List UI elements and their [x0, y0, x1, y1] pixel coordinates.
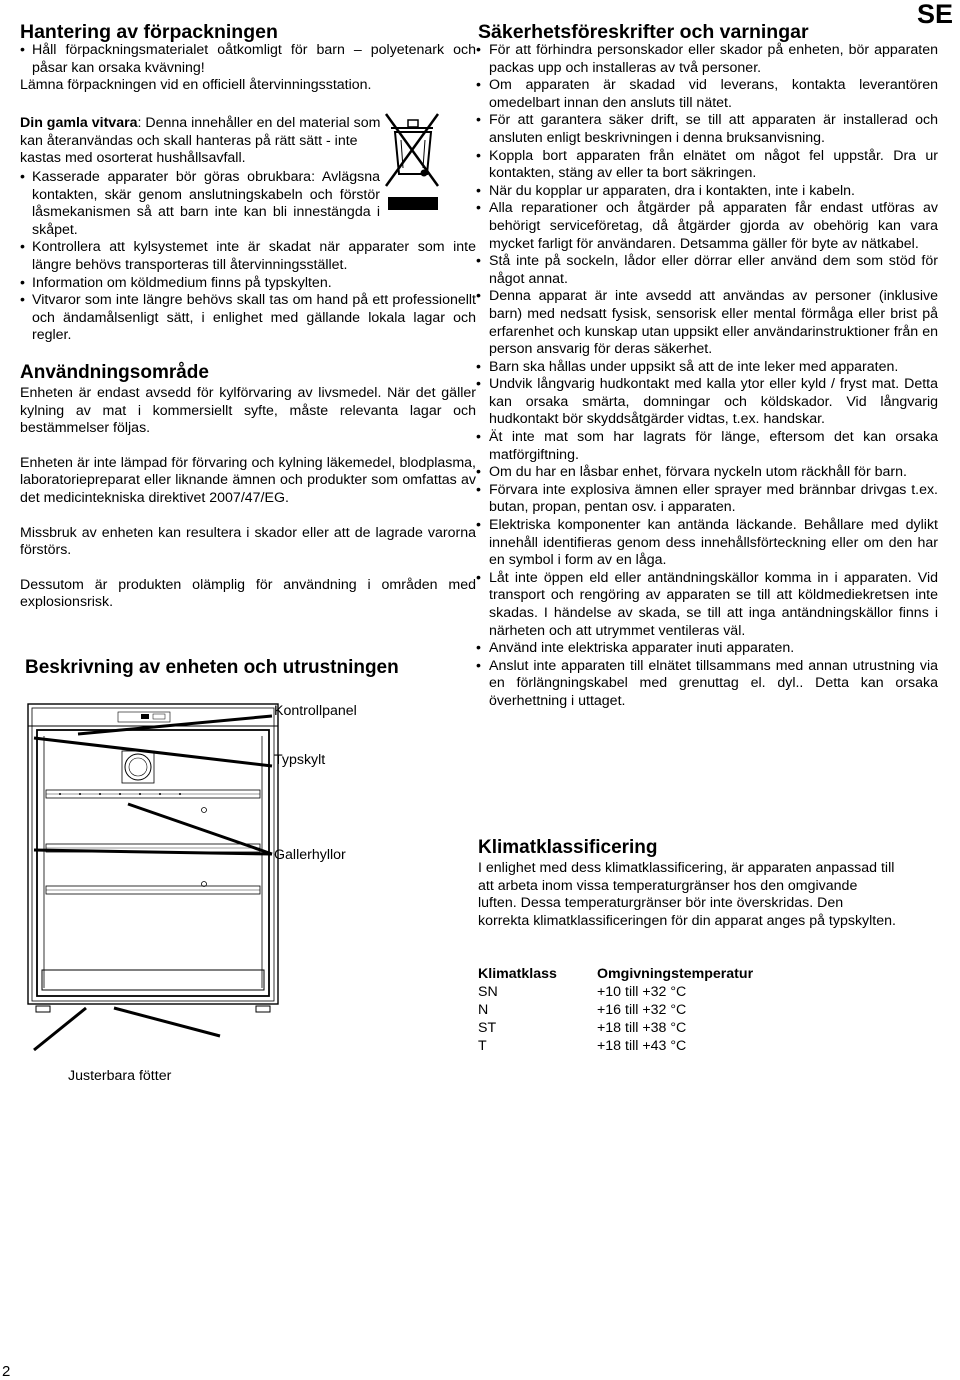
usage-paragraph: Enheten är endast avsedd för kylförvaring av livsmedel. När det gäller kylning av mat i kommersiellt syfte, måste relevanta lagar och bestämmelser följas.	[20, 385, 476, 437]
list-item: • Ät inte mat som har lagrats för länge, eftersom det kan orsaka matförgiftning.	[476, 429, 938, 464]
old-appliance-label: Din gamla vitvara	[20, 115, 138, 131]
disposal-list	[20, 169, 476, 345]
list-item: • För att garantera säker drift, se till att apparaten är installerad och ansluten enligt beskrivningen i denna bruksanvisning.	[476, 112, 938, 147]
safety-list	[476, 42, 938, 711]
list-item: • Om du har en låsbar enhet, förvara nyckeln utom räckhåll för barn.	[476, 464, 938, 482]
disposal-section	[20, 169, 476, 345]
temperature-cell: +16 till +32 °C	[597, 1002, 687, 1018]
list-item: • Barn ska hållas under uppsikt så att de inte leker med apparaten.	[476, 359, 938, 377]
column-header: Omgivningstemperatur	[597, 966, 754, 982]
list-item: • Koppla bort apparaten från elnätet om något fel uppstår. Dra ur kontakten, stäng av eller ta bort säkringen.	[476, 148, 938, 183]
list-item: • Elektriska komponenter kan antända läckande. Behållare med dylikt innehåll identifieras genom dess innehållsförteckning eller om den har en symbol i form av en låga.	[476, 517, 938, 570]
temperature-cell: +18 till +38 °C	[597, 1020, 687, 1036]
list-item: • Stå inte på sockeln, lådor eller dörrar eller använd dem som stöd för något annat.	[476, 253, 938, 288]
climate-class-cell: SN	[478, 984, 498, 1000]
old-appliance-paragraph	[20, 115, 382, 168]
column-header: Klimatklass	[478, 966, 557, 982]
list-item: • Om apparaten är skadad vid leverans, kontakta leverantören omedelbart innan den ansluts till nätet.	[476, 77, 938, 112]
heading-climate: Klimatklassificering	[478, 837, 658, 858]
safety-section	[476, 42, 938, 711]
climate-class-cell: N	[478, 1002, 489, 1018]
usage-paragraph: Enheten är inte lämpad för förvaring och kylning läkemedel, blodplasma, laboratoriepreparat eller liknande ämnen och produkter som omfattas av det medicintekniska direktivet 2007/47/EG.	[20, 454, 476, 506]
list-item: • Information om köldmedium finns på typskylten.	[20, 275, 476, 293]
usage-paragraph: Missbruk av enheten kan resultera i skador eller att de lagrade varorna förstörs.	[20, 524, 476, 559]
list-item: • Använd inte elektriska apparater inuti apparaten.	[476, 640, 938, 658]
table-row	[478, 1002, 753, 1020]
climate-table-header	[478, 966, 753, 984]
table-row	[478, 1020, 753, 1038]
climate-class-cell: ST	[478, 1020, 497, 1036]
table-row	[478, 984, 753, 1002]
label-grid-shelves: Gallerhyllor	[274, 847, 346, 863]
heading-usage: Användningsområde	[20, 362, 209, 383]
packaging-list	[20, 42, 476, 77]
list-item: • Undvik långvarig hudkontakt med kalla ytor eller kyld / fryst mat. Detta kan orsaka smärta, domningar och köldskador. Vid långvarig hudkontakt bör skyddsåtgärder vidtas, t.ex. handskar.	[476, 376, 938, 429]
packaging-note: Lämna förpackningen vid en officiell återvinningsstation.	[20, 77, 372, 94]
label-adjustable-feet: Justerbara fötter	[68, 1068, 172, 1084]
table-row	[478, 1038, 753, 1056]
list-item: • När du kopplar ur apparaten, dra i kontakten, inte i kabeln.	[476, 183, 938, 201]
usage-section	[20, 385, 476, 612]
list-item: • För att förhindra personskador eller skador på enheten, bör apparaten packas upp och installeras av två personer.	[476, 42, 938, 77]
old-appliance-text: : Denna innehåller en del material som kan återanvändas och skall hanteras på rätt sätt - inte kastas med osorterat hushållsavfall.	[20, 115, 381, 167]
heading-description: Beskrivning av enheten och utrustningen	[25, 657, 399, 678]
list-item: • Håll förpackningsmaterialet oåtkomligt för barn – polyetenark och påsar kan orsaka kvävning!	[20, 42, 476, 77]
label-rating-plate: Typskylt	[274, 752, 326, 768]
heading-safety: Säkerhetsföreskrifter och varningar	[478, 21, 809, 43]
temperature-cell: +18 till +43 °C	[597, 1038, 687, 1054]
label-control-panel: Kontrollpanel	[274, 703, 357, 719]
packaging-section	[20, 42, 476, 95]
climate-paragraph: I enlighet med dess klimatklassificering, är apparaten anpassad till att arbeta inom vissa temperaturgränser hos den omgivande luften. Dessa temperaturgränser bör inte överskridas. Den korrekta klimatklassificeringen för din apparat anges på typskylten.	[478, 860, 896, 929]
climate-table	[478, 966, 753, 1056]
temperature-cell: +10 till +32 °C	[597, 984, 687, 1000]
list-item: • Vitvaror som inte längre behövs skall tas om hand på ett professionellt och ändamålsenligt sätt, i enlighet med gällande lokala lagar och regler.	[20, 292, 476, 345]
list-item: • Alla reparationer och åtgärder på apparaten får endast utföras av behörigt serviceföretag, då åtgärder gjorda av obehörig kan vara mycket farligt för användaren. Detsamma gäller för byte av nätkabel.	[476, 200, 938, 253]
list-item: • Kontrollera att kylsystemet inte är skadat när apparater som inte längre behövs transporteras till återvinningsstället.	[20, 239, 476, 274]
list-item: • Förvara inte explosiva ämnen eller sprayer med brännbar drivgas t.ex. butan, propan, pentan osv. i apparaten.	[476, 482, 938, 517]
climate-class-cell: T	[478, 1038, 487, 1054]
heading-packaging: Hantering av förpackningen	[20, 21, 278, 43]
usage-paragraph: Dessutom är produkten olämplig för användning i områden med explosionsrisk.	[20, 576, 476, 611]
list-item: • Kasserade apparater bör göras obrukbara: Avlägsna kontakten, skär genom anslutningskabeln och förstör låsmekanismen så att barn inte kan bli innestängda i skåpet.	[20, 169, 380, 239]
language-code: SE	[917, 0, 954, 29]
list-item: • Anslut inte apparaten till elnätet tillsammans med annan utrustning via en förlängningskabel med grenuttag el. dyl.. Detta kan orsaka överhettning i uttaget.	[476, 658, 938, 711]
page-number: 2	[2, 1363, 11, 1380]
list-item: • Låt inte öppen eld eller antändningskällor komma in i apparaten. Vid transport och rengöring av apparaten se till att köldmediekretsen inte skadas. I händelse av skada, se till att inga antändningskällor finns i närheten och att utrymmet ventileras väl.	[476, 570, 938, 640]
appliance-diagram	[20, 690, 370, 1090]
list-item: • Denna apparat är inte avsedd att användas av personer (inklusive barn) med nedsatt fysisk, sensorisk eller mental förmåga eller brist på erfarenhet och kunskap utan uppsikt eller användarinstruktioner från en person ansvarig för deras säkerhet.	[476, 288, 938, 358]
